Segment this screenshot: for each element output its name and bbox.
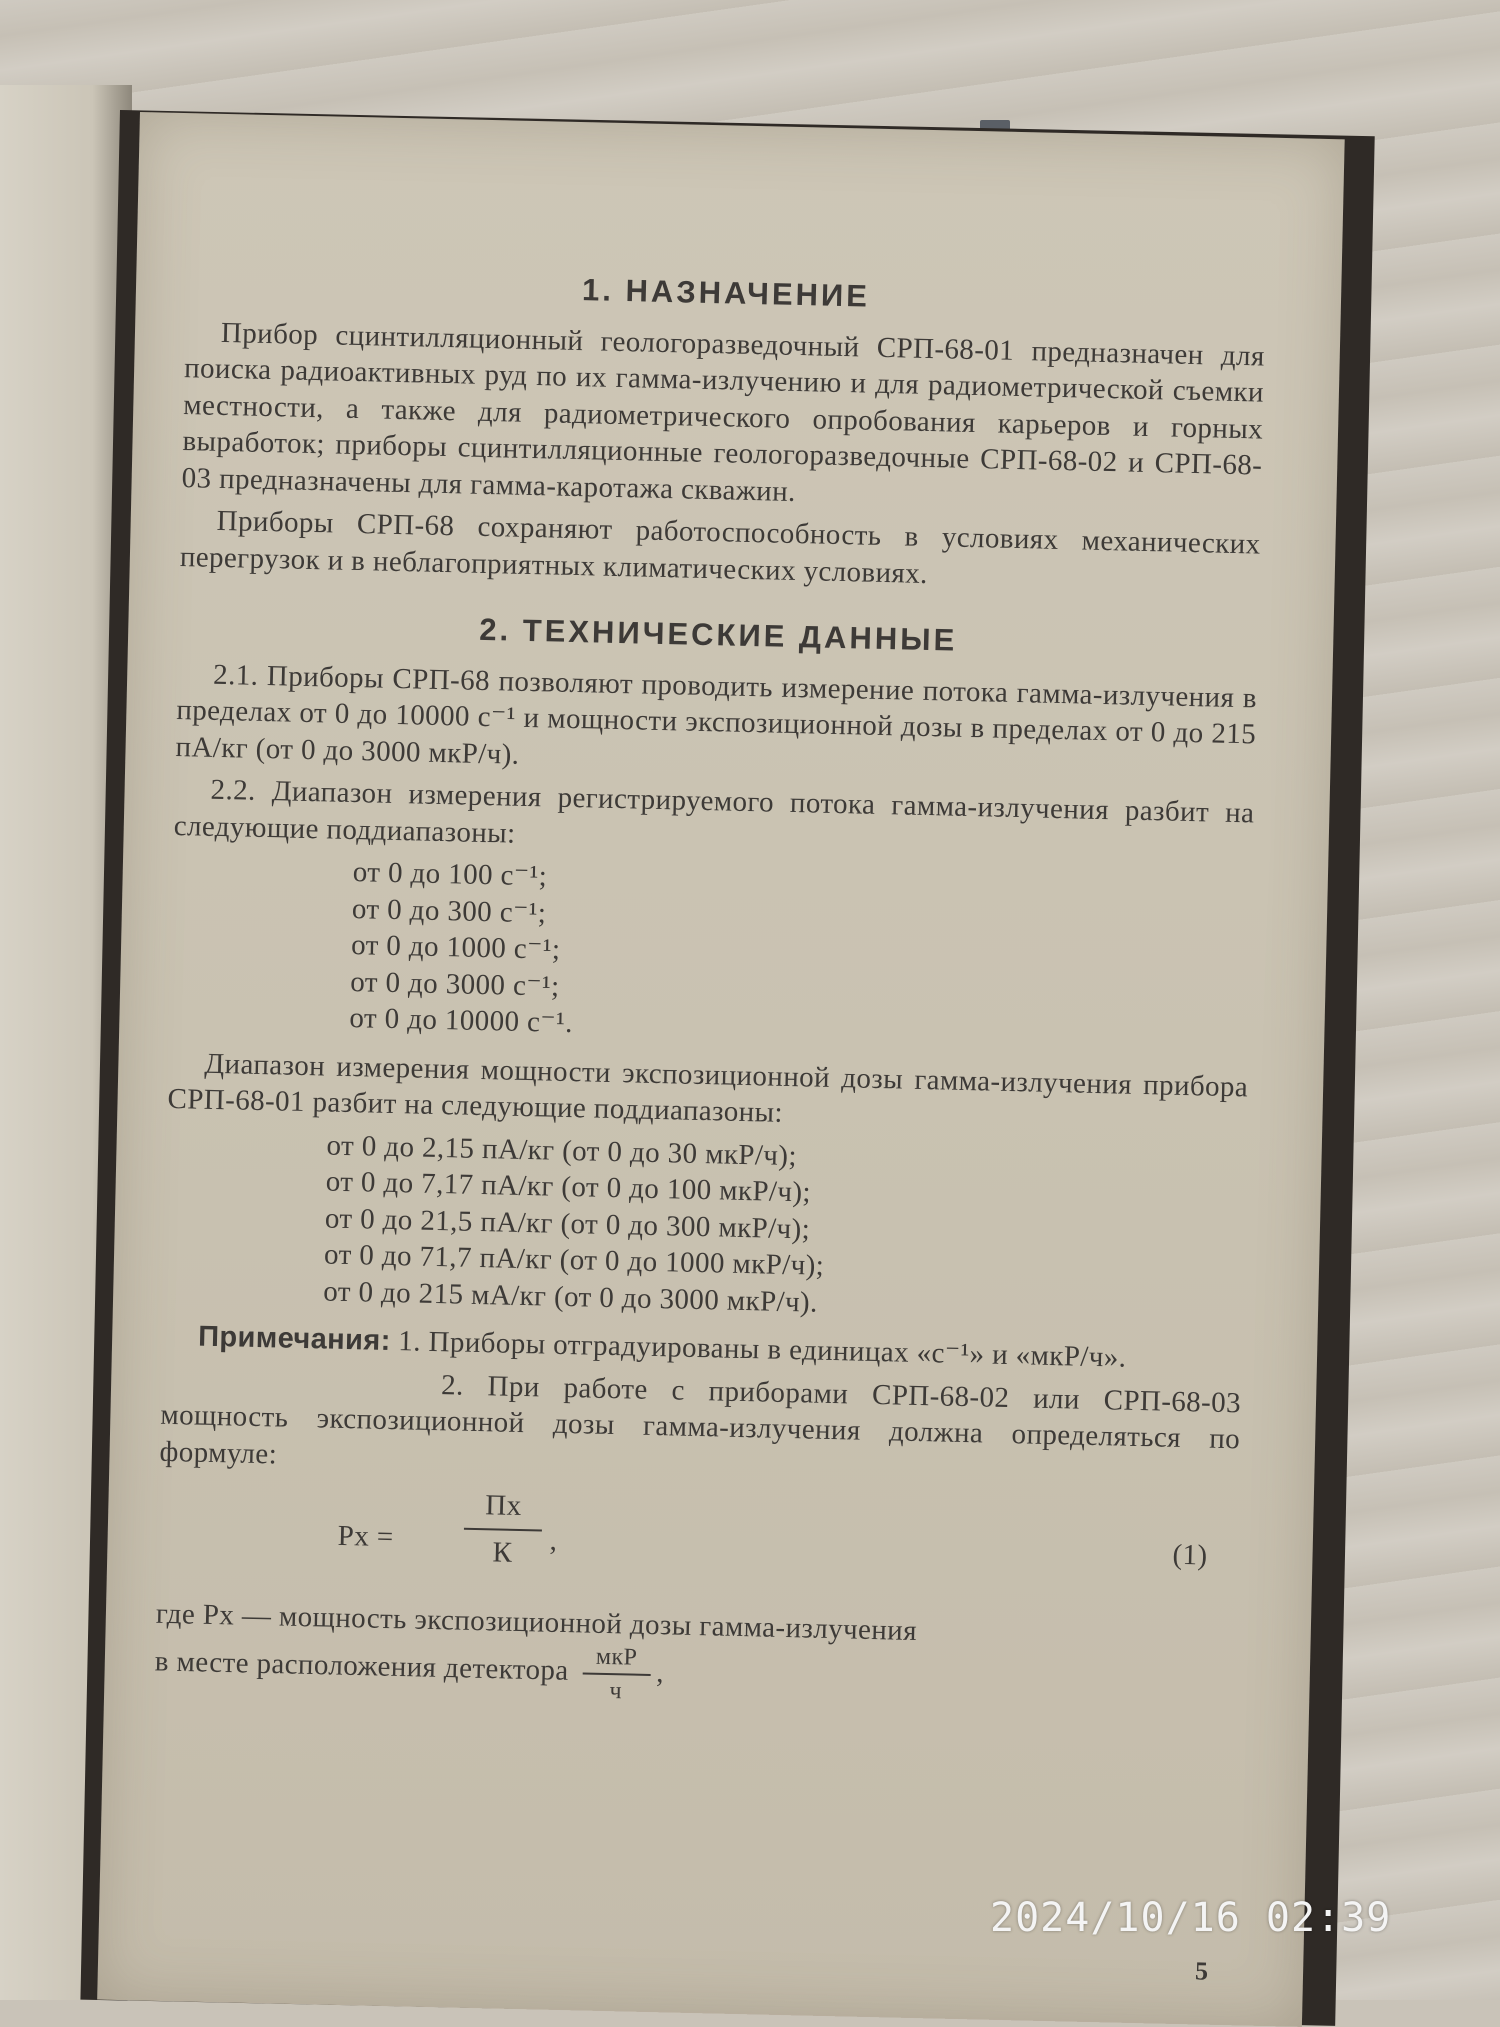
unit-numerator: мкР: [595, 1643, 638, 1671]
flux-range-item: от 0 до 100 с⁻¹;: [352, 856, 548, 893]
fraction-bar: [464, 1527, 542, 1531]
formula-lhs: Px =: [337, 1519, 394, 1554]
section-1-title: 1. НАЗНАЧЕНИЕ: [581, 272, 871, 314]
dose-range-intro: Диапазон измерения мощности экспозиционной дозы гамма-излучения прибора СРП-68-01 разбит на следующие поддиапазоны:: [167, 1047, 1249, 1129]
page-content: [154, 263, 1266, 1719]
page-number: 5: [1194, 1956, 1209, 1986]
where-line-1: где Px — мощность экспозиционной дозы гамма-излучения: [155, 1597, 918, 1648]
flux-range-list: [349, 854, 1253, 1057]
section-1-paragraph-1: Прибор сцинтилляционный геологоразведочный СРП-68-01 предназначен для поиска радиоактивных руд по их гамма-излучению и для радиометрической съемки местности, а также для радиометрического опробования карьеров и горных выработок; приборы сцинтилляционные геологоразведочные СРП-68-02 и СРП-68-03 предназначены для гамма-каротажа скважин.: [181, 316, 1266, 508]
unit-fraction: [576, 1642, 657, 1706]
dose-range-list: [323, 1127, 1247, 1330]
flux-range-item: от 0 до 1000 с⁻¹;: [350, 929, 561, 966]
formula-numerator: Пх: [484, 1489, 522, 1523]
unit-denominator: ч: [609, 1677, 623, 1704]
paragraph-2-1: 2.1. Приборы СРП-68 позволяют проводить измерение потока гамма-излучения в пределах от 0 до 10000 с⁻¹ и мощности экспозиционной дозы в пределах от 0 до 215 пА/кг (от 0 до 3000 мкР/ч).: [175, 658, 1258, 771]
photo-timestamp: 2024/10/16 02:39: [990, 1895, 1392, 1941]
flux-range-item: от 0 до 3000 с⁻¹;: [349, 965, 560, 1003]
dose-range-item: от 0 до 2,15 пА/кг (от 0 до 30 мкР/ч);: [326, 1129, 798, 1172]
flux-range-item: от 0 до 10000 с⁻¹.: [349, 1001, 574, 1040]
dose-range-item: от 0 до 215 мА/кг (от 0 до 3000 мкР/ч).: [322, 1274, 819, 1319]
unit-fraction-bar: [582, 1672, 650, 1676]
formula-1: [156, 1480, 1238, 1614]
book-page: [97, 112, 1345, 2027]
dose-range-item: от 0 до 21,5 пА/кг (от 0 до 300 мкР/ч);: [324, 1201, 811, 1245]
dose-range-item: от 0 до 71,7 пА/кг (от 0 до 1000 мкР/ч);: [323, 1238, 825, 1282]
section-2-title: 2. ТЕХНИЧЕСКИЕ ДАННЫЕ: [478, 611, 958, 658]
dose-range-item: от 0 до 7,17 пА/кг (от 0 до 100 мкР/ч);: [325, 1165, 812, 1209]
unit-comma: ,: [655, 1656, 665, 1689]
section-1-paragraph-2: Приборы СРП-68 сохраняют работоспособность в условиях механических перегрузок и в неблагоприятных климатических условиях.: [179, 504, 1261, 590]
flux-range-item: от 0 до 300 с⁻¹;: [351, 892, 547, 929]
formula-number: (1): [1172, 1538, 1208, 1572]
paragraph-2-2: 2.2. Диапазон измерения регистрируемого потока гамма-излучения разбит на следующие поддиапазоны:: [173, 773, 1255, 850]
where-line-2-text: в месте расположения детектора: [154, 1644, 570, 1687]
formula-fraction: [457, 1487, 549, 1572]
notes-label: Примечания:: [197, 1320, 392, 1358]
note-1-text: 1. Приборы отградуированы в единицах «с⁻¹» и «мкР/ч».: [398, 1325, 1127, 1374]
formula-denominator: К: [492, 1535, 513, 1569]
formula-comma: ,: [549, 1524, 558, 1557]
note-2: 2. При работе с приборами СРП-68-02 или СРП-68-03 мощность экспозиционной дозы гамма-излучения должна определяться по формуле:: [159, 1368, 1242, 1470]
